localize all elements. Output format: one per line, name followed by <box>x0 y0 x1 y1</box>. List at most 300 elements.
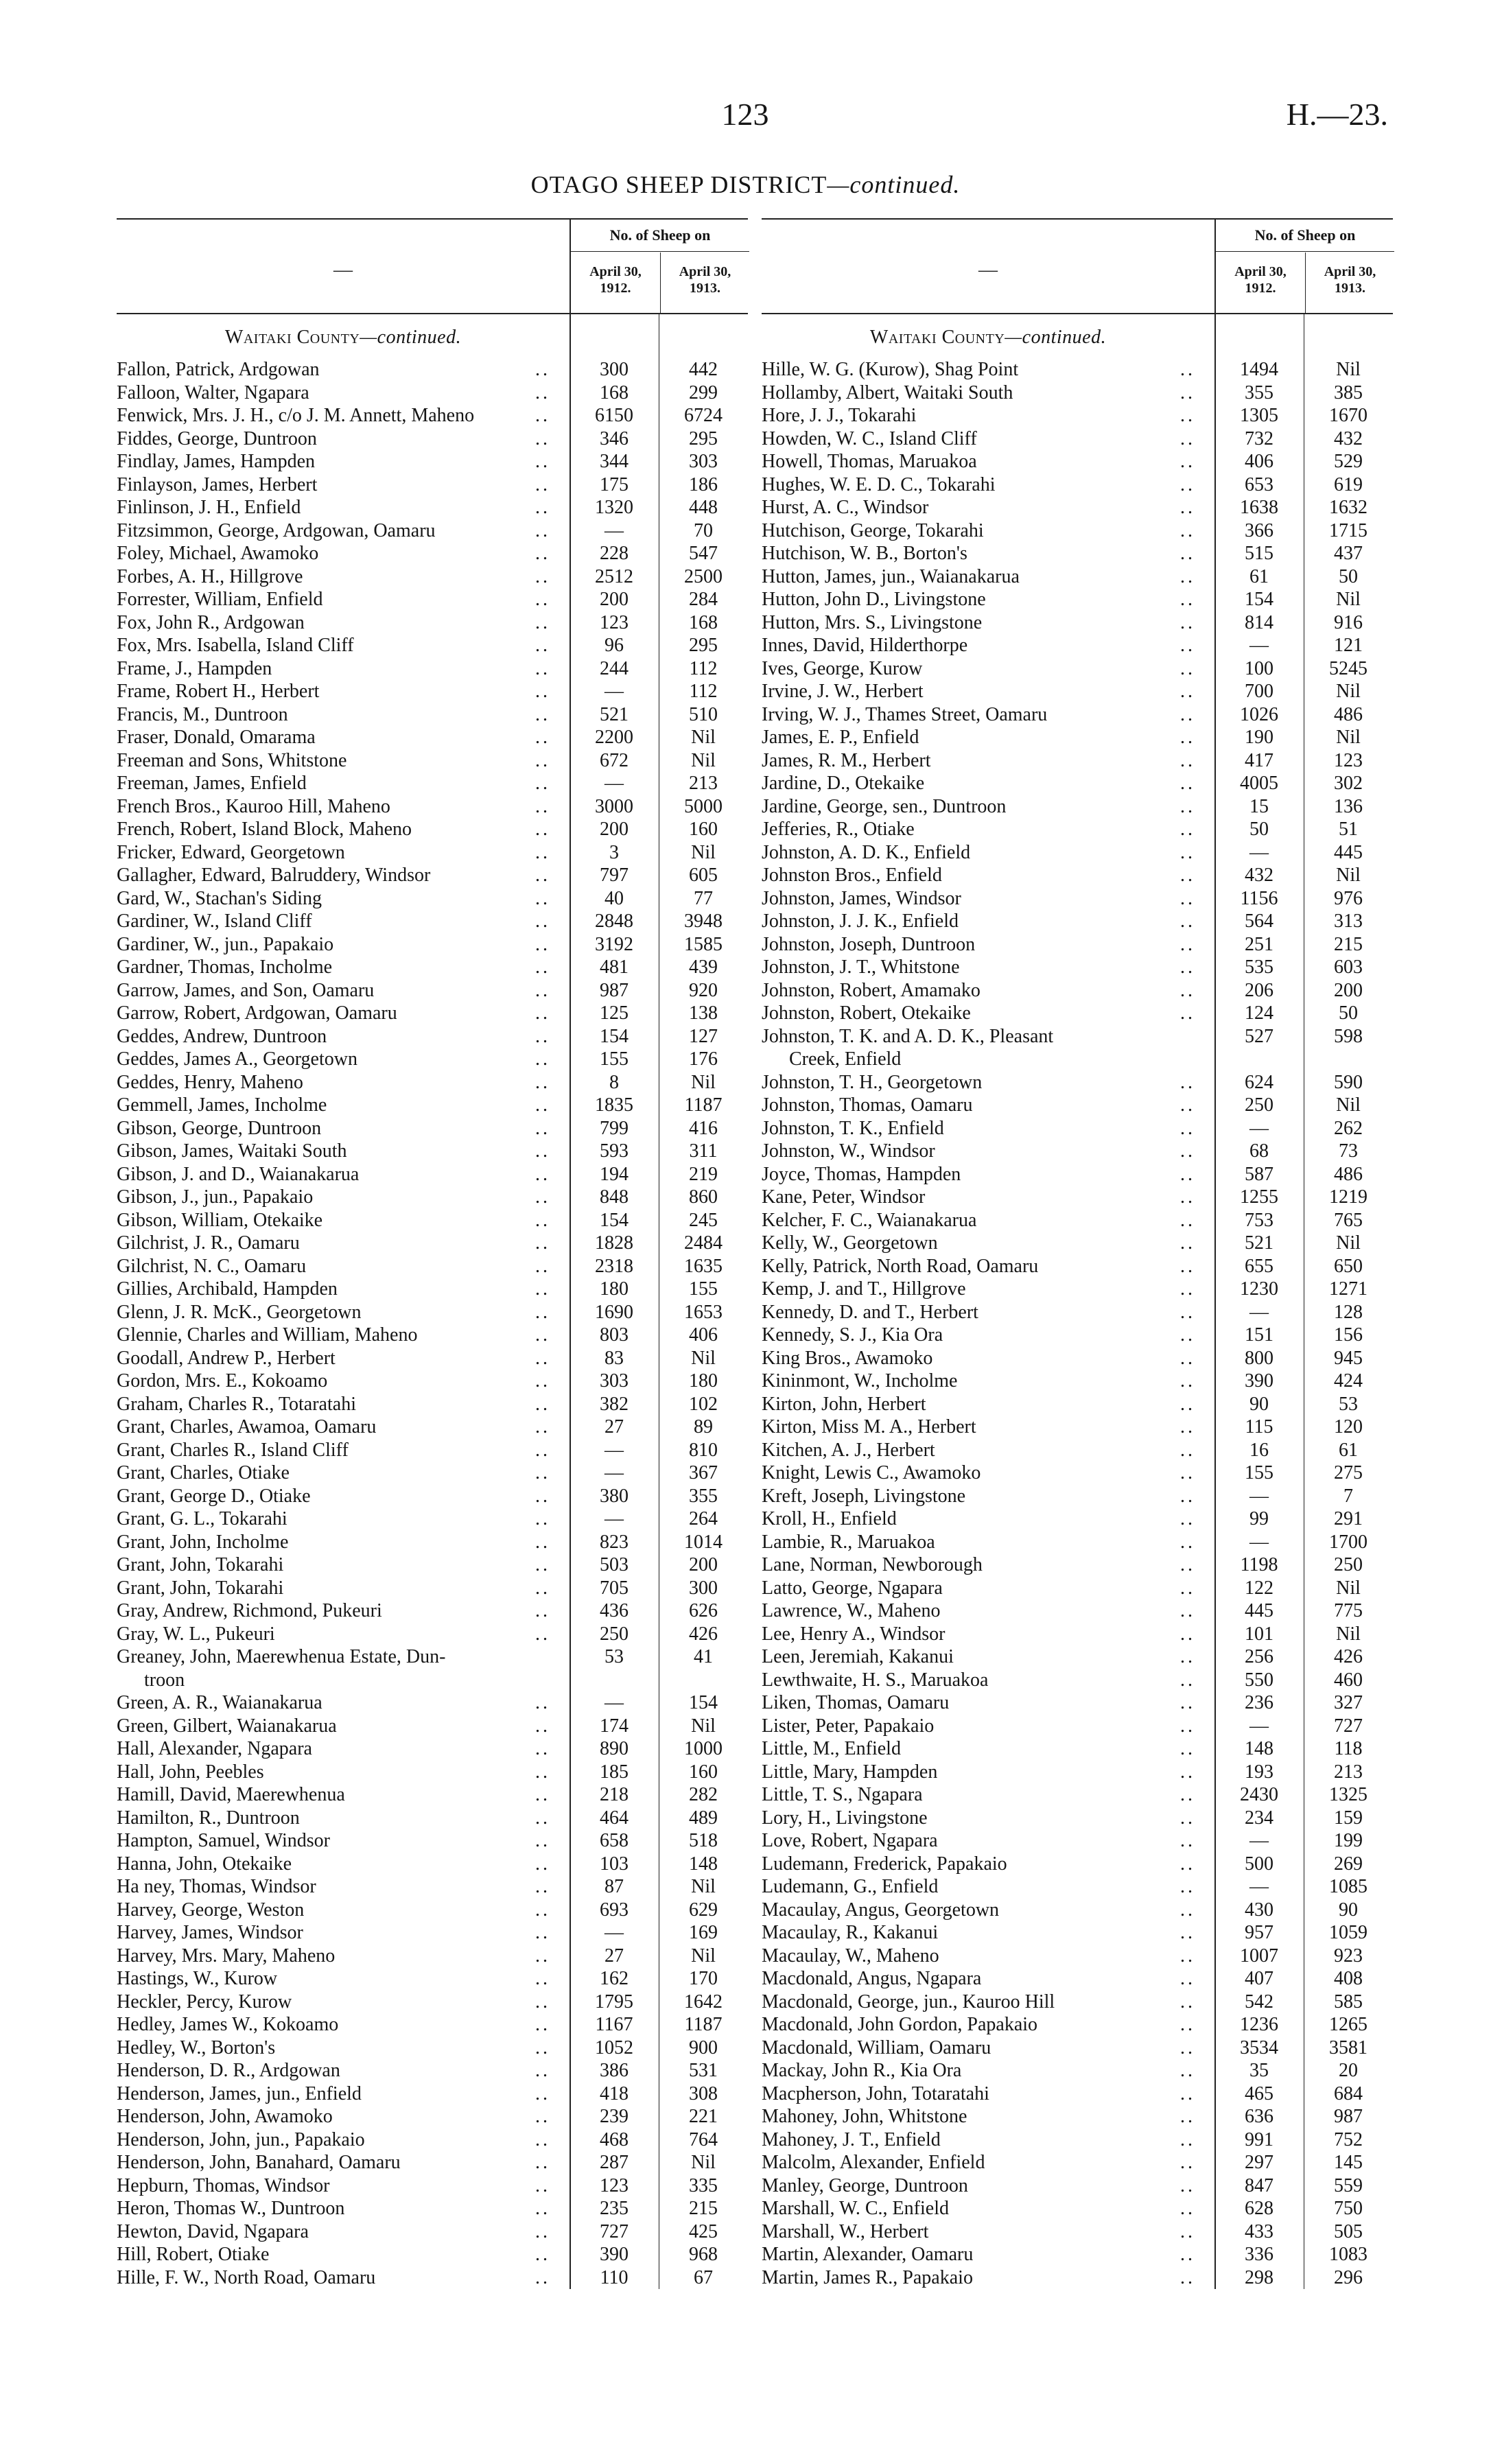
table-row <box>117 1094 748 1117</box>
owner-name: Hall, Alexander, Ngapara <box>117 1738 312 1759</box>
sheep-1913: 61 <box>1339 1439 1358 1461</box>
sheep-1912: 847 <box>1245 2174 1273 2196</box>
table-row <box>117 2082 748 2106</box>
table-row <box>117 657 748 681</box>
leader-dots: .. <box>535 1002 550 1024</box>
col-1913-line2: 1913. <box>1335 281 1365 296</box>
leader-dots: .. <box>535 1623 550 1645</box>
table-row <box>117 2128 748 2152</box>
sheep-1912: 96 <box>604 635 624 656</box>
table-row <box>762 565 1393 589</box>
leader-dots: .. <box>535 749 550 771</box>
leader-dots: .. <box>535 519 550 541</box>
table-row <box>762 1186 1393 1209</box>
sheep-1912: — <box>604 1692 624 1713</box>
sheep-1912: 336 <box>1245 2244 1273 2265</box>
owner-name: Knight, Lewis C., Awamoko <box>762 1462 981 1483</box>
sheep-1913: 426 <box>689 1623 718 1645</box>
owner-name: Kelly, Patrick, North Road, Oamaru <box>762 1255 1039 1277</box>
sheep-1912: 814 <box>1245 611 1273 633</box>
table-row <box>117 1255 748 1278</box>
sheep-1912: 234 <box>1245 1807 1273 1829</box>
sheep-1912: 190 <box>1245 727 1273 748</box>
sheep-1913: 1635 <box>684 1255 723 1277</box>
sheep-1913: 598 <box>1334 1025 1363 1047</box>
leader-dots: .. <box>535 1071 550 1093</box>
leader-dots: .. <box>535 1462 550 1483</box>
sheep-1913: 73 <box>1339 1140 1358 1162</box>
sheep-1913: 215 <box>1334 933 1363 955</box>
table-row <box>762 1945 1393 1968</box>
owner-name: Johnston, James, Windsor <box>762 887 961 909</box>
sheep-1913: 860 <box>689 1186 718 1208</box>
table-row <box>117 910 748 933</box>
sheep-1913: 148 <box>689 1853 718 1875</box>
table-row <box>762 1853 1393 1876</box>
leader-dots: .. <box>1180 1462 1195 1483</box>
owner-name: Jefferies, R., Otiake <box>762 819 915 840</box>
sheep-1913: 145 <box>1334 2152 1363 2173</box>
owner-name: Gibson, J. and D., Waianakarua <box>117 1163 360 1185</box>
leader-dots: .. <box>535 1945 550 1967</box>
owner-name: Gray, W. L., Pukeuri <box>117 1623 275 1645</box>
owner-name: Harvey, James, Windsor <box>117 1922 303 1943</box>
leader-dots: .. <box>535 1784 550 1805</box>
sheep-1913: 245 <box>689 1209 718 1231</box>
leader-dots: .. <box>1180 1968 1195 1989</box>
owner-name: Graham, Charles R., Totaratahi <box>117 1393 356 1415</box>
sheep-1913: 1014 <box>684 1531 723 1553</box>
county-suffix: —continued. <box>360 327 462 348</box>
sheep-1913: 1059 <box>1329 1922 1367 1943</box>
sheep-1912: 303 <box>600 1370 629 1392</box>
leader-dots: .. <box>535 543 550 564</box>
owner-name: Joyce, Thomas, Hampden <box>762 1163 961 1185</box>
owner-name: King Bros., Awamoko <box>762 1347 933 1369</box>
leader-dots: .. <box>535 427 550 449</box>
sheep-1912: 87 <box>604 1876 624 1897</box>
table-row <box>117 1783 748 1807</box>
sheep-1913: Nil <box>1336 589 1361 610</box>
leader-dots: .. <box>1180 681 1195 702</box>
table-row <box>117 1002 748 1025</box>
sheep-1913: 505 <box>1334 2220 1363 2242</box>
leader-dots: .. <box>535 1899 550 1921</box>
leader-dots: .. <box>1180 1692 1195 1713</box>
owner-name: Grant, Charles, Awamoa, Oamaru <box>117 1416 377 1438</box>
owner-name: Fitzsimmon, George, Ardgowan, Oamaru <box>117 519 436 541</box>
sheep-1913: 296 <box>1334 2266 1363 2288</box>
sheep-1913: Nil <box>1336 359 1361 380</box>
sheep-1913: Nil <box>1336 727 1361 748</box>
table-row <box>762 841 1393 865</box>
owner-name: Gemmell, James, Incholme <box>117 1094 327 1116</box>
sheep-1913: 750 <box>1334 2198 1363 2219</box>
table-row <box>762 1462 1393 1485</box>
owner-name-line2: Creek, Enfield <box>789 1048 902 1070</box>
owner-name: Hutton, Mrs. S., Livingstone <box>762 611 983 633</box>
owner-name: Johnston, T. H., Georgetown <box>762 1071 983 1093</box>
sheep-1912: 346 <box>600 427 629 449</box>
owner-name: Hewton, David, Ngapara <box>117 2220 309 2242</box>
table-row <box>117 887 748 911</box>
table-row <box>117 1439 748 1462</box>
sheep-1912: 2848 <box>595 911 633 932</box>
leader-dots: .. <box>1180 2106 1195 2127</box>
sheep-1912: 15 <box>1249 795 1269 817</box>
sheep-1913: 1653 <box>684 1301 723 1323</box>
table-row <box>117 2105 748 2128</box>
sheep-1913: Nil <box>1336 681 1361 702</box>
table-row <box>762 1416 1393 1439</box>
sheep-1913: 159 <box>1334 1807 1363 1829</box>
leader-dots: .. <box>1180 1807 1195 1829</box>
leader-dots: .. <box>535 1094 550 1116</box>
sheep-1913: 5245 <box>1329 657 1367 679</box>
leader-dots: .. <box>1180 1186 1195 1208</box>
sheep-1913: 765 <box>1334 1209 1363 1231</box>
leader-dots: .. <box>535 1347 550 1369</box>
sheep-1912: 287 <box>600 2152 629 2173</box>
table-row <box>762 496 1393 519</box>
left-table <box>117 218 748 2289</box>
sheep-1913: 486 <box>1334 703 1363 725</box>
sheep-1913: 168 <box>689 611 718 633</box>
table-row <box>117 1553 748 1577</box>
table-row <box>762 2082 1393 2106</box>
leader-dots: .. <box>1180 359 1195 380</box>
table-row <box>117 473 748 497</box>
sheep-1912: 705 <box>600 1577 629 1599</box>
sheep-1912: — <box>604 519 624 541</box>
sheep-1912: 1167 <box>595 2014 633 2035</box>
owner-name: Lory, H., Livingstone <box>762 1807 928 1829</box>
table-row <box>117 1921 748 1945</box>
leader-dots: .. <box>1180 1163 1195 1185</box>
table-row <box>117 2266 748 2290</box>
leader-dots: .. <box>535 2106 550 2127</box>
sheep-1913: 1083 <box>1329 2244 1367 2265</box>
sheep-1912: 1795 <box>595 1991 633 2013</box>
sheep-1912: 700 <box>1245 681 1273 702</box>
sheep-1912: 115 <box>1245 1416 1273 1438</box>
leader-dots: .. <box>1180 1347 1195 1369</box>
sheep-1912: — <box>1249 1830 1269 1851</box>
owner-name: Hamilton, R., Duntroon <box>117 1807 300 1829</box>
sheep-1912: 68 <box>1249 1140 1269 1162</box>
leader-dots: .. <box>1180 1393 1195 1415</box>
sheep-1913: 215 <box>689 2198 718 2219</box>
leader-dots: .. <box>1180 795 1195 817</box>
sheep-1913: 1585 <box>684 933 723 955</box>
sheep-1912: 99 <box>1249 1508 1269 1529</box>
page-title <box>0 170 1491 199</box>
sheep-1912: 957 <box>1245 1922 1273 1943</box>
sheep-1913: 335 <box>689 2174 718 2196</box>
leader-dots: .. <box>1180 589 1195 610</box>
sheep-1912: 218 <box>600 1784 629 1805</box>
sheep-1913: 264 <box>689 1508 718 1529</box>
leader-dots: .. <box>1180 1071 1195 1093</box>
leader-dots: .. <box>535 1117 550 1139</box>
table-row <box>117 1347 748 1370</box>
leader-dots: .. <box>535 635 550 656</box>
table-row <box>117 588 748 611</box>
owner-name: Hutchison, George, Tokarahi <box>762 519 984 541</box>
table-row <box>117 634 748 657</box>
owner-name: Falloon, Walter, Ngapara <box>117 382 309 403</box>
sheep-1912: 753 <box>1245 1209 1273 1231</box>
col-1912-header <box>1216 253 1305 313</box>
leader-dots: .. <box>1180 727 1195 748</box>
owner-name: Harvey, Mrs. Mary, Maheno <box>117 1945 336 1967</box>
sheep-1913: 284 <box>689 589 718 610</box>
sheep-1913: 547 <box>689 543 718 564</box>
table-row <box>117 1761 748 1784</box>
leader-dots: .. <box>1180 1531 1195 1553</box>
table-row <box>117 1278 748 1301</box>
leader-dots: .. <box>535 1600 550 1621</box>
leader-dots: .. <box>535 1140 550 1162</box>
sheep-1913: 295 <box>689 427 718 449</box>
page-header <box>0 96 1491 151</box>
sheep-1912: 250 <box>1245 1094 1273 1116</box>
sheep-1912: 430 <box>1245 1899 1273 1921</box>
sheep-1913: 1670 <box>1329 405 1367 426</box>
owner-name: Hughes, W. E. D. C., Tokarahi <box>762 473 996 495</box>
table-row <box>762 1553 1393 1577</box>
table-row <box>762 887 1393 911</box>
leader-dots: .. <box>1180 2082 1195 2104</box>
sheep-1912: 503 <box>600 1554 629 1575</box>
sheep-1912: — <box>604 1508 624 1529</box>
leader-dots: .. <box>535 1370 550 1392</box>
table-row <box>117 1117 748 1140</box>
owner-name: Henderson, John, Banahard, Oamaru <box>117 2152 401 2173</box>
sheep-1913: 213 <box>689 773 718 794</box>
table-row <box>762 1783 1393 1807</box>
sheep-1913: 300 <box>689 1577 718 1599</box>
table-row <box>117 933 748 957</box>
sheep-1913: 53 <box>1339 1393 1358 1415</box>
sheep-1913: 275 <box>1334 1462 1363 1483</box>
sheep-1913: 250 <box>1334 1554 1363 1575</box>
owner-name: Gallagher, Edward, Balruddery, Windsor <box>117 865 431 886</box>
sheep-1913: 20 <box>1339 2060 1358 2081</box>
sheep-1912: 50 <box>1249 819 1269 840</box>
sheep-1913: 221 <box>689 2106 718 2127</box>
sheep-1913: Nil <box>1336 1094 1361 1116</box>
sheep-1913: 77 <box>694 887 713 909</box>
sheep-1913: 313 <box>1334 911 1363 932</box>
sheep-1913: 2484 <box>684 1232 723 1254</box>
col-1913-line1: April 30, <box>1324 264 1376 279</box>
table-row <box>762 1071 1393 1094</box>
sheep-1912: 542 <box>1245 1991 1273 2013</box>
owner-name: Gillies, Archibald, Hampden <box>117 1278 338 1300</box>
sheep-1912: 175 <box>600 473 629 495</box>
leader-dots: .. <box>535 979 550 1001</box>
leader-dots: .. <box>535 2128 550 2150</box>
leader-dots: .. <box>535 1761 550 1783</box>
sheep-1913: 186 <box>689 473 718 495</box>
sheep-1913: 200 <box>1334 979 1363 1001</box>
leader-dots: .. <box>1180 773 1195 794</box>
table-row <box>117 795 748 819</box>
sheep-1912: 535 <box>1245 957 1273 978</box>
table-row <box>117 427 748 451</box>
leader-dots: .. <box>1180 1853 1195 1875</box>
leader-dots: .. <box>535 1278 550 1300</box>
owner-name: Heron, Thomas W., Duntroon <box>117 2198 345 2219</box>
sheep-1913: 90 <box>1339 1899 1358 1921</box>
table-row <box>762 1691 1393 1715</box>
leader-dots: .. <box>1180 382 1195 403</box>
leader-dots: .. <box>535 382 550 403</box>
leader-dots: .. <box>1180 427 1195 449</box>
sheep-1913: 529 <box>1334 451 1363 472</box>
owner-name: Grant, John, Tokarahi <box>117 1577 284 1599</box>
owner-name: Macdonald, William, Oamaru <box>762 2037 991 2058</box>
leader-dots: .. <box>1180 1922 1195 1943</box>
sheep-1913: 219 <box>689 1163 718 1185</box>
table-row <box>762 1278 1393 1301</box>
leader-dots: .. <box>1180 841 1195 863</box>
sheep-1912: 987 <box>600 979 629 1001</box>
county-name: Waitaki County <box>224 327 360 348</box>
leader-dots: .. <box>1180 2244 1195 2265</box>
owner-name: Kemp, J. and T., Hillgrove <box>762 1278 966 1300</box>
sheep-1913: Nil <box>691 1071 716 1093</box>
owner-name: Gibson, J., jun., Papakaio <box>117 1186 314 1208</box>
sheep-1913: 269 <box>1334 1853 1363 1875</box>
owner-name: Kroll, H., Enfield <box>762 1508 897 1529</box>
table-row <box>117 1691 748 1715</box>
sheep-1913: 445 <box>1334 841 1363 863</box>
leader-dots: .. <box>1180 1002 1195 1024</box>
page-reference: H.—23. <box>1286 97 1388 132</box>
leader-dots: .. <box>1180 1761 1195 1783</box>
table-row <box>117 1945 748 1968</box>
owner-name: James, R. M., Herbert <box>762 749 931 771</box>
owner-name: Little, T. S., Ngapara <box>762 1784 923 1805</box>
owner-name: Gray, Andrew, Richmond, Pukeuri <box>117 1600 382 1621</box>
leader-dots: .. <box>1180 1876 1195 1897</box>
sheep-1912: 1305 <box>1240 405 1278 426</box>
sheep-1912: 155 <box>600 1048 629 1070</box>
sheep-1913: 50 <box>1339 1002 1358 1024</box>
owner-name: Johnston, T. K., Enfield <box>762 1117 944 1139</box>
leader-dots: .. <box>1180 1232 1195 1254</box>
leader-dots: .. <box>535 1876 550 1897</box>
leader-dots: .. <box>1180 2198 1195 2219</box>
table-row <box>117 1140 748 1163</box>
col-1912-header <box>571 253 660 313</box>
sheep-1912: 168 <box>600 382 629 403</box>
leader-dots: .. <box>1180 519 1195 541</box>
leader-dots: .. <box>1180 2266 1195 2288</box>
sheep-1913: 155 <box>689 1278 718 1300</box>
name-column-header <box>117 220 570 313</box>
leader-dots: .. <box>1180 2060 1195 2081</box>
leader-dots: .. <box>535 1186 550 1208</box>
table-row <box>117 1807 748 1830</box>
sheep-1912: 417 <box>1245 749 1273 771</box>
table-row <box>117 1715 748 1738</box>
leader-dots: .. <box>535 1416 550 1438</box>
col-1912-line1: April 30, <box>589 264 642 279</box>
owner-name: Gardner, Thomas, Incholme <box>117 957 333 978</box>
left-table-body <box>117 314 748 2289</box>
owner-name: Geddes, Andrew, Duntroon <box>117 1025 327 1047</box>
sheep-1913: 51 <box>1339 819 1358 840</box>
table-row <box>117 1507 748 1531</box>
sheep-1913: 439 <box>689 957 718 978</box>
owner-name: Macaulay, R., Kakanui <box>762 1922 939 1943</box>
sheep-1912: 174 <box>600 1715 629 1737</box>
sheep-1913: 156 <box>1334 1324 1363 1346</box>
owner-name: James, E. P., Enfield <box>762 727 919 748</box>
sheep-1912: 8 <box>609 1071 619 1093</box>
leader-dots: .. <box>535 2082 550 2104</box>
county-name: Waitaki County <box>869 327 1005 348</box>
table-row <box>117 1186 748 1209</box>
table-row <box>117 542 748 565</box>
owner-name: Kininmont, W., Incholme <box>762 1370 958 1392</box>
table-row <box>762 1737 1393 1761</box>
leader-dots: .. <box>535 911 550 932</box>
sheep-1912: 239 <box>600 2106 629 2127</box>
sheep-1912: 200 <box>600 819 629 840</box>
leader-dots: .. <box>1180 957 1195 978</box>
owner-name: Hille, F. W., North Road, Oamaru <box>117 2266 376 2288</box>
sheep-1913: 169 <box>689 1922 718 1943</box>
owner-name: Gard, W., Stachan's Siding <box>117 887 322 909</box>
right-table-header <box>762 218 1393 314</box>
leader-dots: .. <box>535 451 550 472</box>
sheep-1912: 386 <box>600 2060 629 2081</box>
sheep-1912: 4005 <box>1240 773 1278 794</box>
owner-name: Johnston, J. J. K., Enfield <box>762 911 959 932</box>
table-row <box>762 1645 1393 1669</box>
sheep-1913: 1632 <box>1329 497 1367 518</box>
sheep-1912: 16 <box>1249 1439 1269 1461</box>
sheep-1912: 464 <box>600 1807 629 1829</box>
sheep-1913: 916 <box>1334 611 1363 633</box>
sheep-1912: 61 <box>1249 565 1269 587</box>
table-row <box>762 2059 1393 2082</box>
sheep-1913: Nil <box>691 1715 716 1737</box>
owner-name: Fox, Mrs. Isabella, Island Cliff <box>117 635 354 656</box>
owner-name: Hedley, W., Borton's <box>117 2037 276 2058</box>
sheep-1912: 1320 <box>595 497 633 518</box>
sheep-1912: 53 <box>604 1646 624 1667</box>
table-row <box>762 1899 1393 1922</box>
sheep-1912: 380 <box>600 1485 629 1507</box>
owner-name: Hanna, John, Otekaike <box>117 1853 292 1875</box>
sheep-1912: 155 <box>1245 1462 1273 1483</box>
owner-name: Hutton, James, jun., Waianakarua <box>762 565 1020 587</box>
leader-dots: .. <box>535 1807 550 1829</box>
owner-name: Hurst, A. C., Windsor <box>762 497 929 518</box>
sheep-1912: 2318 <box>595 1255 633 1277</box>
table-row <box>762 1232 1393 1255</box>
sheep-1913: Nil <box>691 2152 716 2173</box>
leader-dots: .. <box>535 727 550 748</box>
table-row <box>762 979 1393 1002</box>
owner-name: Leen, Jeremiah, Kakanui <box>762 1646 954 1667</box>
sheep-1912: — <box>604 1462 624 1483</box>
